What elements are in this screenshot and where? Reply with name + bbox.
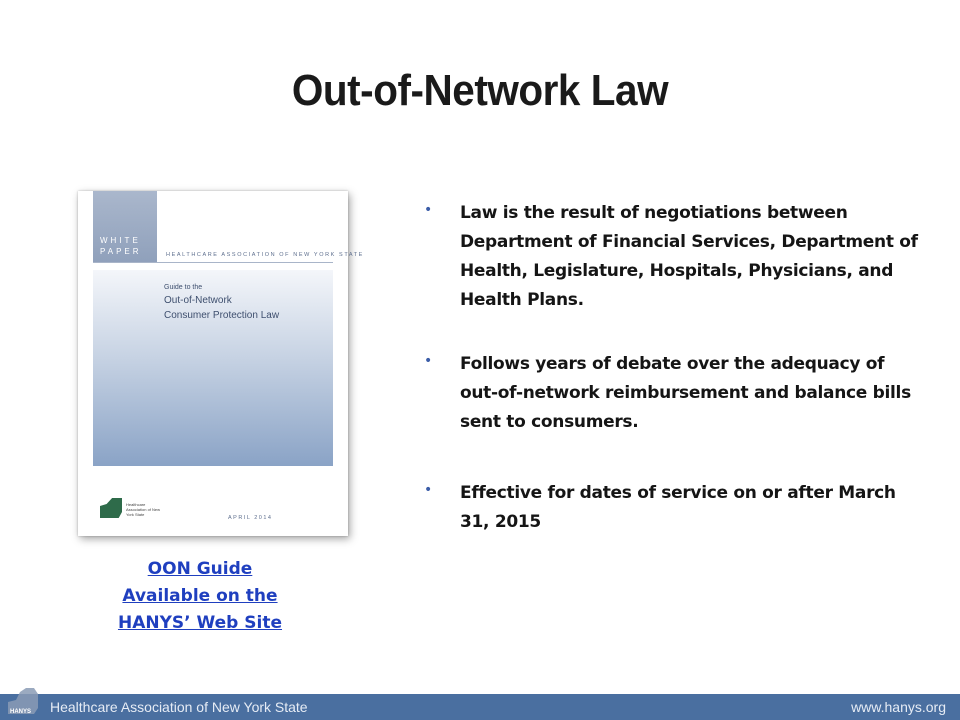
bullet-dot-icon: • [424,202,433,218]
white-paper-thumbnail[interactable] [78,191,364,536]
doc-title-line2: Out-of-Network [164,295,232,306]
hanys-logo-text: HANYS [10,709,32,715]
bullet-text: Law is the result of negotiations between Department of Financial Services, Department of Health, Legislature, Hospitals, Physicians, and Health Plans. [460,203,918,310]
white-label: WHITE [100,236,141,245]
new-york-state-logo-icon [100,498,122,518]
doc-org-name: HEALTHCARE ASSOCIATION OF NEW YORK STATE [166,252,364,258]
footer-org-name: Healthcare Association of New York State [50,699,308,715]
doc-divider [93,262,333,263]
hanys-logo-icon [4,682,44,718]
bullet-text: Follows years of debate over the adequacy of out-of-network reimbursement and balance bills sent to consumers. [460,354,911,432]
guide-link-line1: OON Guide [147,559,253,579]
bullet-dot-icon: • [424,353,433,369]
paper-label: PAPER [100,247,142,256]
slide-title: Out-of-Network Law [291,66,669,115]
bullet-dot-icon: • [424,482,433,498]
doc-date: APRIL 2014 [228,515,273,521]
doc-title-line3: Consumer Protection Law [164,310,280,321]
oon-guide-link[interactable] [90,556,310,637]
bullet-text: Effective for dates of service on or after March 31, 2015 [460,483,896,532]
footer-bar [0,694,960,720]
doc-title-line1: Guide to the [164,284,203,291]
guide-link-line2: Available on the [122,586,278,606]
guide-link-line3: HANYS’ Web Site [117,613,283,633]
footer-website-link[interactable]: www.hanys.org [851,699,946,715]
doc-logo-text: Healthcare Association of New York State [126,502,161,517]
